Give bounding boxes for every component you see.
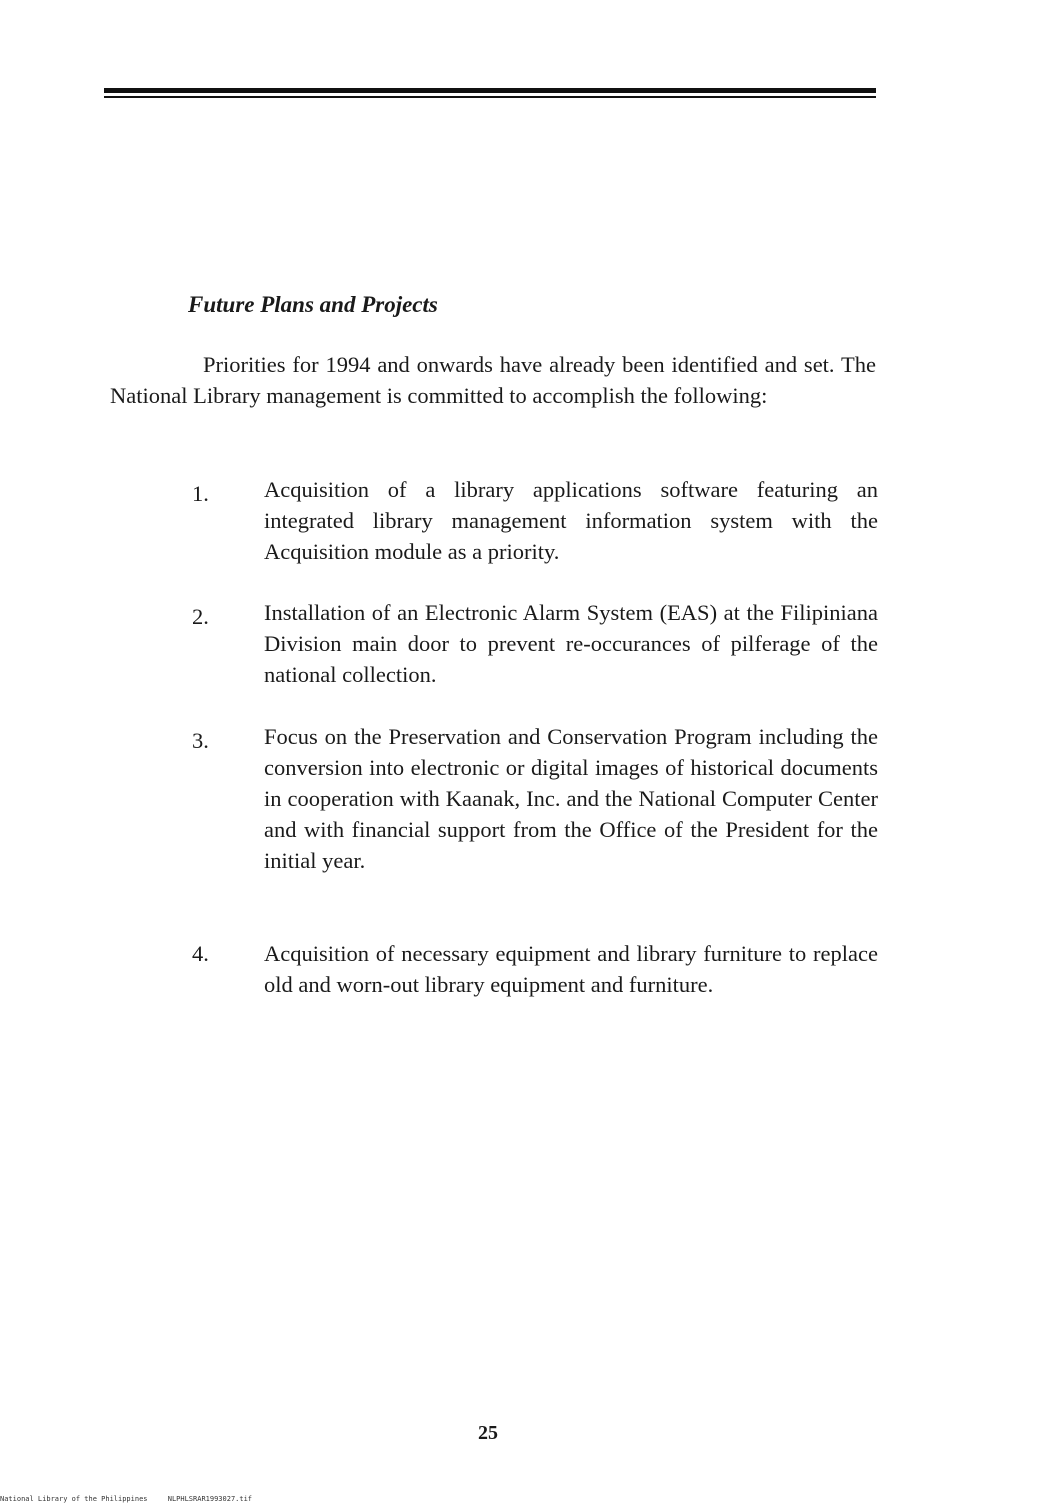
list-item-text: Acquisition of a library applications software featuring an integrated library management information system with the Acquisition module as a priority. bbox=[264, 477, 878, 564]
footer-filename: NLPHLSRAR1993027.tif bbox=[167, 1495, 253, 1503]
header-rule-thick bbox=[104, 88, 876, 93]
list-item-text: Acquisition of necessary equipment and library furniture to replace old and worn-out library equipment and furniture. bbox=[264, 941, 878, 997]
list-item-number: 3. bbox=[192, 728, 209, 753]
list-item-text: Installation of an Electronic Alarm System (EAS) at the Filipiniana Division main door to prevent re-occurances of pilferage of the national collection. bbox=[264, 600, 878, 687]
scan-footer bbox=[0, 1494, 252, 1504]
intro-paragraph: Priorities for 1994 and onwards have already been identified and set. The National Library management is committed to accomplish the following: bbox=[110, 352, 876, 408]
section-heading: Future Plans and Projects bbox=[188, 292, 438, 317]
page-number: 25 bbox=[478, 1422, 498, 1444]
list-item-number: 4. bbox=[192, 941, 209, 966]
header-rule-thin bbox=[104, 96, 876, 98]
list-item-number: 2. bbox=[192, 604, 209, 629]
list-item-number: 1. bbox=[192, 481, 209, 506]
list-item-text: Focus on the Preservation and Conservation Program including the conversion into electronic or digital images of historical documents in cooperation with Kaanak, Inc. and the National Computer Center and with financial support from the Office of the President for the initial year. bbox=[264, 724, 878, 873]
footer-source: National Library of the Philippines bbox=[0, 1495, 148, 1503]
